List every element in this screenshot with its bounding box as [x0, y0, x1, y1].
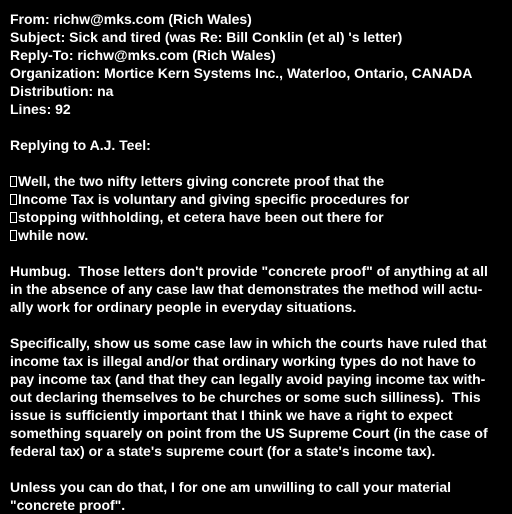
body-line: "concrete proof". — [10, 497, 126, 513]
body-line: something squarely on point from the US Supreme Court (in the case of — [10, 425, 488, 441]
quote-line: Income Tax is voluntary and giving specific procedures for — [10, 190, 430, 208]
header-subject: Subject: Sick and tired (was Re: Bill Conklin (et al) 's letter) — [10, 29, 403, 45]
quote-marker-icon — [10, 194, 17, 205]
body-line: out declaring themselves to be churches or some such silliness). This — [10, 389, 481, 405]
quoted-text — [10, 172, 512, 244]
paragraph-conclusion — [10, 478, 512, 514]
blank-line — [10, 118, 512, 136]
attribution-line: Replying to A.J. Teel: — [10, 137, 151, 153]
body-line: issue is sufficiently important that I think we have a right to expect — [10, 407, 453, 423]
paragraph-humbug — [10, 262, 512, 316]
header-lines: Lines: 92 — [10, 101, 71, 117]
header-distribution: Distribution: na — [10, 83, 114, 99]
header-reply-to: Reply-To: richw@mks.com (Rich Wales) — [10, 47, 276, 63]
body-line: in the absence of any case law that demonstrates the method will actu- — [10, 281, 483, 297]
quote-marker-icon — [10, 230, 17, 241]
quote-marker-icon — [10, 212, 17, 223]
body-line: ally work for ordinary people in everyday situations. — [10, 299, 357, 315]
body-line: Unless you can do that, I for one am unwilling to call your material — [10, 479, 452, 495]
paragraph-case-law — [10, 334, 512, 460]
quote-line: Well, the two nifty letters giving concrete proof that the — [10, 172, 408, 190]
header-from: From: richw@mks.com (Rich Wales) — [10, 11, 252, 27]
blank-line — [10, 460, 512, 478]
quote-marker-icon — [10, 176, 17, 187]
body-line: federal tax) or a state's supreme court (for a state's income tax). — [10, 443, 436, 459]
body-line: pay income tax (and that they can legally avoid paying income tax with- — [10, 371, 486, 387]
body-line: Humbug. Those letters don't provide "concrete proof" of anything at all — [10, 263, 488, 279]
blank-line — [10, 316, 512, 334]
header-organization: Organization: Mortice Kern Systems Inc., Waterloo, Ontario, CANADA — [10, 65, 473, 81]
body-line: income tax is illegal and/or that ordinary working types do not have to — [10, 353, 476, 369]
blank-line — [10, 154, 512, 172]
message-body — [10, 10, 512, 514]
quote-line: while now. — [10, 226, 408, 244]
blank-line — [10, 244, 512, 262]
quote-line: stopping withholding, et cetera have been out there for — [10, 208, 430, 226]
message-header — [10, 10, 512, 118]
body-line: Specifically, show us some case law in which the courts have ruled that — [10, 335, 487, 351]
